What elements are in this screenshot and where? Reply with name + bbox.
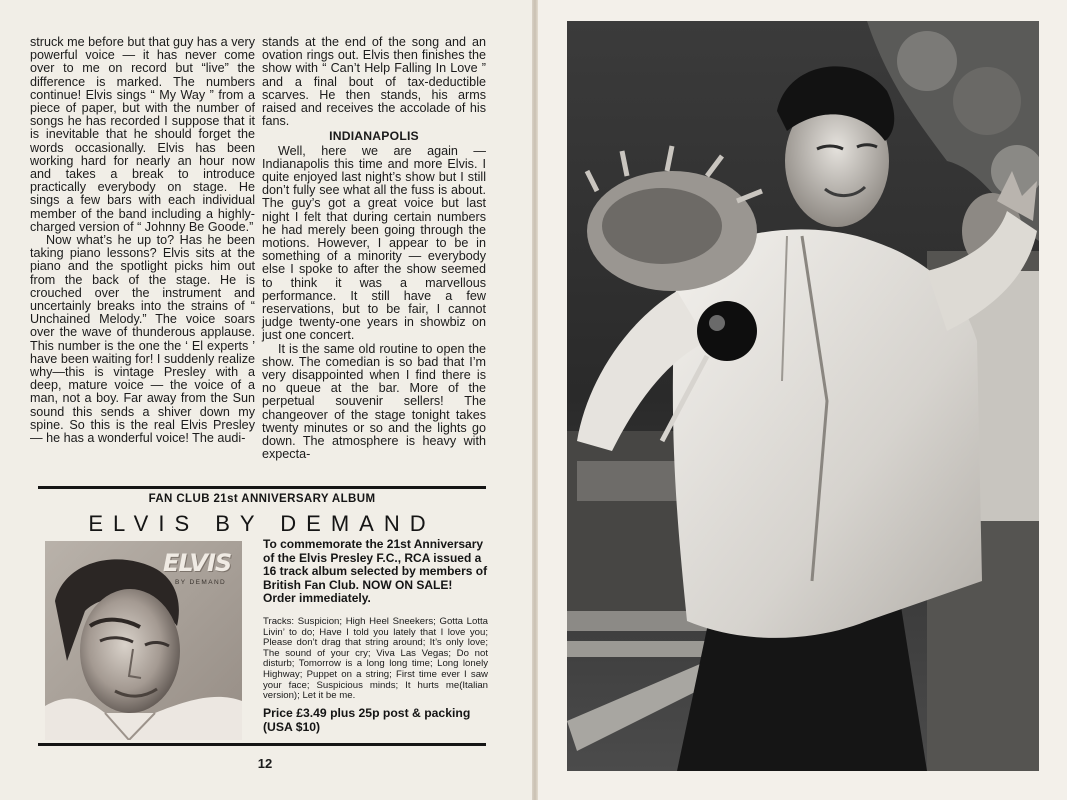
article-paragraph: Well, here we are again — Indianapolis this time and more Elvis. I quite enjoyed last night’s show but I still don’t fully see what all the fuss is about. The guy’s got a great voice but last night I felt that during certain numbers he had merely been going through the motions. However, I appear to be in something of a minority — everybody else I spoke to after the show seemed to think it was a marvellous performance. It still have a few reservations, but to be fair, I cannot judge twenty-one years in showbiz on just one concert.: [262, 143, 486, 343]
advert-blurb: To commemorate the 21st Anniversary of the Elvis Presley F.C., RCA issued a 16 track album selected by members of British Fan Club. NOW ON SALE! Order immediately.: [263, 537, 488, 606]
section-subheading: INDIANAPOLIS: [329, 129, 419, 144]
article-paragraph: It is the same old routine to open the show. The comedian is so bad that I’m very disappointed when I find there is no queue at the bar. More of the perpetual souvenir sellers! The changeover of the stage tonight takes twenty minutes or so and the lights go down. The atmosphere is heavy with expecta-: [262, 341, 486, 462]
album-logo: ELVIS: [163, 549, 232, 577]
performance-photograph: [567, 21, 1039, 771]
article-column-left: [30, 36, 255, 445]
advert-overline: FAN CLUB 21st ANNIVERSARY ALBUM: [148, 493, 376, 505]
album-subtitle: BY DEMAND: [175, 579, 227, 586]
performer-photo-illustration: [567, 21, 1039, 771]
article-paragraph: stands at the end of the song and an ovation rings out. Elvis then finishes the show with “ Can’t Help Falling In Love ” and a final bout of tax-deductible scarves. He then stands, his arms raised and receives the accolade of his fans.: [262, 35, 486, 129]
advert-title: ELVIS BY DEMAND: [88, 511, 436, 536]
album-cover-image: [45, 541, 242, 740]
advert-track-list: Tracks: Suspicion; High Heel Sneekers; Gotta Lotta Livin’ to do; Have I told you lately that I love you; Please don’t drag that string around; It’s only love; The sound of your cry; Viva Las Vegas; Do not disturb; Tomorrow is a long long time; Long lonely Highway; Puppet on a string; First time ever I saw your face; Suspicious minds; It hurts me(Italian version); Let it be me.: [263, 616, 488, 702]
page-number: 12: [257, 756, 273, 771]
divider-rule-top: [38, 486, 486, 489]
advert-price: Price £3.49 plus 25p post & packing (USA $10): [263, 706, 471, 734]
article-column-right: [262, 36, 486, 462]
article-paragraph: Now what’s he up to? Has he been taking piano lessons? Elvis sits at the piano and the spotlight picks him out from the back of the stage. He is crouched over the instrument and uncertainly breaks into the strains of “ Unchained Melody.” The voice soars over the wave of thunderous applause. This number is the one the ‘ El experts ’ have been waiting for! I suddenly realize why—this is vintage Presley with a deep, mature voice — the voice of a man, not a boy. Far away from the Sun sound this sends a shiver down my spine. So this is the real Elvis Presley — he has a wonderful voice! The audi-: [30, 233, 255, 446]
article-paragraph: struck me before but that guy has a very powerful voice — it has never come over to me on record but “live” the difference is marked. The numbers continue! Elvis sings “ My Way ” from a piece of paper, but with the number of songs he has recorded I suppose that it is inevitable that he should forget the words occasionally. Elvis has been working hard for nearly an hour now and takes a break to introduce practically everybody on stage. He sings a few bars with each individual member of the band including a highly-charged version of “ Johnny Be Goode.”: [30, 35, 255, 234]
right-page: [538, 0, 1067, 800]
divider-rule-bottom: [38, 743, 486, 746]
left-page: [0, 0, 532, 800]
